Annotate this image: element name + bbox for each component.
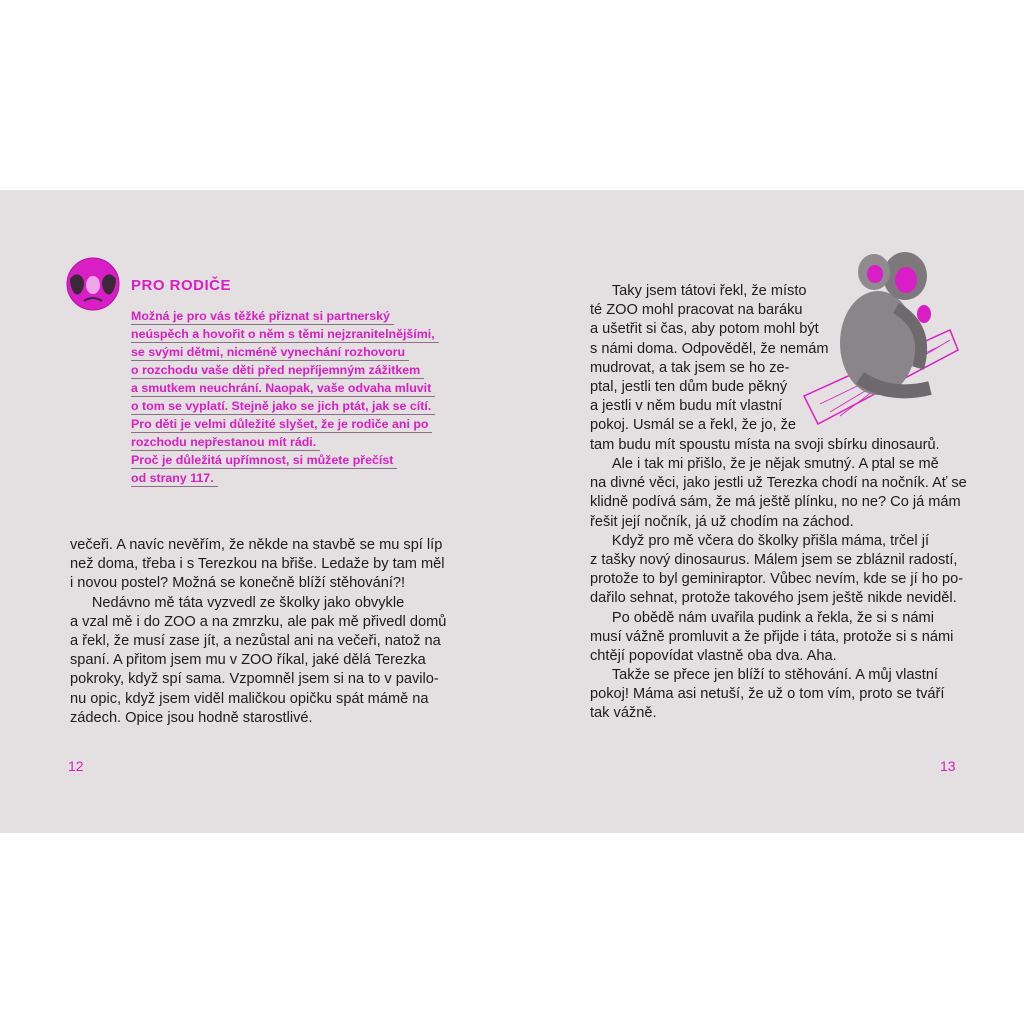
text-line: Když pro mě včera do školky přišla máma, trčel jí xyxy=(590,532,929,549)
left-body-text xyxy=(70,536,446,728)
text-line: ptal, jestli ten dům bude pěkný xyxy=(590,378,788,395)
text-line: pokoj! Máma asi netuší, že už o tom vím, proto se tváří xyxy=(590,686,945,703)
parent-box-line: od strany 117. xyxy=(131,469,218,487)
text-line: tam budu mít spoustu místa na svoji sbírku dinosaurů. xyxy=(590,436,940,453)
text-line: pokoj. Usmál se a řekl, že jo, že xyxy=(590,417,797,434)
text-line: nu opic, když jsem viděl maličkou opičku spát mámě na xyxy=(70,690,429,707)
text-line: pokroky, když spí sama. Vzpomněl jsem si na to v pavilo- xyxy=(70,671,439,688)
parent-box-line: rozchodu nepřestanou mít rádi. xyxy=(131,433,320,451)
text-line: s námi doma. Odpověděl, že nemám xyxy=(590,340,829,357)
text-line: Ale i tak mi přišlo, že je nějak smutný. A ptal se mě xyxy=(590,456,939,472)
parent-box-title: PRO RODIČE xyxy=(131,277,232,294)
text-line: na divné věci, jako jestli už Terezka chodí na nočník. Ať se xyxy=(590,475,967,492)
page-number-left: 12 xyxy=(68,758,84,774)
parent-box-line: se svými dětmi, nicméně vynechání rozhovoru xyxy=(131,343,409,361)
parent-box-line: o rozchodu vaše děti před nepříjemným zážitkem xyxy=(131,361,424,379)
text-line: Taky jsem tátovi řekl, že místo xyxy=(590,283,807,299)
text-line: dařilo sehnat, protože takového jsem ještě nikde neviděl. xyxy=(590,590,957,607)
text-line: z tašky nový dinosaurus. Málem jsem se zbláznil radostí, xyxy=(590,551,958,568)
monkeys-illustration-icon xyxy=(800,228,960,428)
parent-box-line: a smutkem neuchrání. Naopak, vaše odvaha mluvit xyxy=(131,379,435,397)
text-line: spaní. A přitom jsem mu v ZOO říkal, jaké dělá Terezka xyxy=(70,652,426,669)
parent-box-text xyxy=(131,307,439,487)
parent-box-line: Pro děti je velmi důležité slyšet, že je rodiče ani po xyxy=(131,415,432,433)
text-line: večeři. A navíc nevěřím, že někde na stavbě se mu spí líp xyxy=(70,537,443,553)
text-line: tak vážně. xyxy=(590,705,657,722)
parent-box-line: o tom se vyplatí. Stejně jako se jich ptát, jak se cítí. xyxy=(131,397,435,415)
parent-box-line: Možná je pro vás těžké přiznat si partnerský xyxy=(131,307,394,325)
text-line: chtějí popovídat vlastně oba dva. Aha. xyxy=(590,647,837,664)
text-line: než doma, třeba i s Terezkou na břiše. Ledaže by tam měl xyxy=(70,556,445,573)
text-line: zádech. Opice jsou hodně starostlivé. xyxy=(70,709,313,726)
text-line: a ušetřit si čas, aby potom mohl být xyxy=(590,321,819,338)
text-line: té ZOO mohl pracovat na baráku xyxy=(590,302,803,319)
page-number-right: 13 xyxy=(940,758,956,774)
text-line: Po obědě nám uvařila pudink a řekla, že si s námi xyxy=(590,609,934,626)
text-line: Takže se přece jen blíží to stěhování. A můj vlastní xyxy=(590,667,938,684)
text-line: mudrovat, a tak jsem se ho ze- xyxy=(590,359,790,376)
parent-box-line: neúspěch a hovořit o něm s těmi nejzranitelnějšími, xyxy=(131,325,439,343)
text-line: a vzal mě i do ZOO a na zmrzku, ale pak mě přivedl domů xyxy=(70,613,447,630)
text-line: řešit její nočník, já už chodím na záchod. xyxy=(590,513,854,530)
two-faces-badge-icon xyxy=(66,257,120,311)
text-line: Nedávno mě táta vyzvedl ze školky jako obvykle xyxy=(70,594,405,611)
text-line: a jestli v něm budu mít vlastní xyxy=(590,398,783,415)
text-line: musí vážně promluvit a že přijde i táta, protože si s námi xyxy=(590,628,954,645)
parent-box-line: Proč je důležitá upřímnost, si můžete přečíst xyxy=(131,451,397,469)
text-line: protože to byl geminiraptor. Vůbec nevím, kde se jí ho po- xyxy=(590,571,964,588)
text-line: klidně podívá sám, že má ještě plínku, no ne? Co já mám xyxy=(590,494,961,511)
text-line: i novou postel? Možná se konečně blíží stěhování?! xyxy=(70,575,406,592)
text-line: a řekl, že musí zase jít, a nezůstal ani na večeři, natož na xyxy=(70,632,441,649)
right-bottom-text xyxy=(590,455,967,724)
